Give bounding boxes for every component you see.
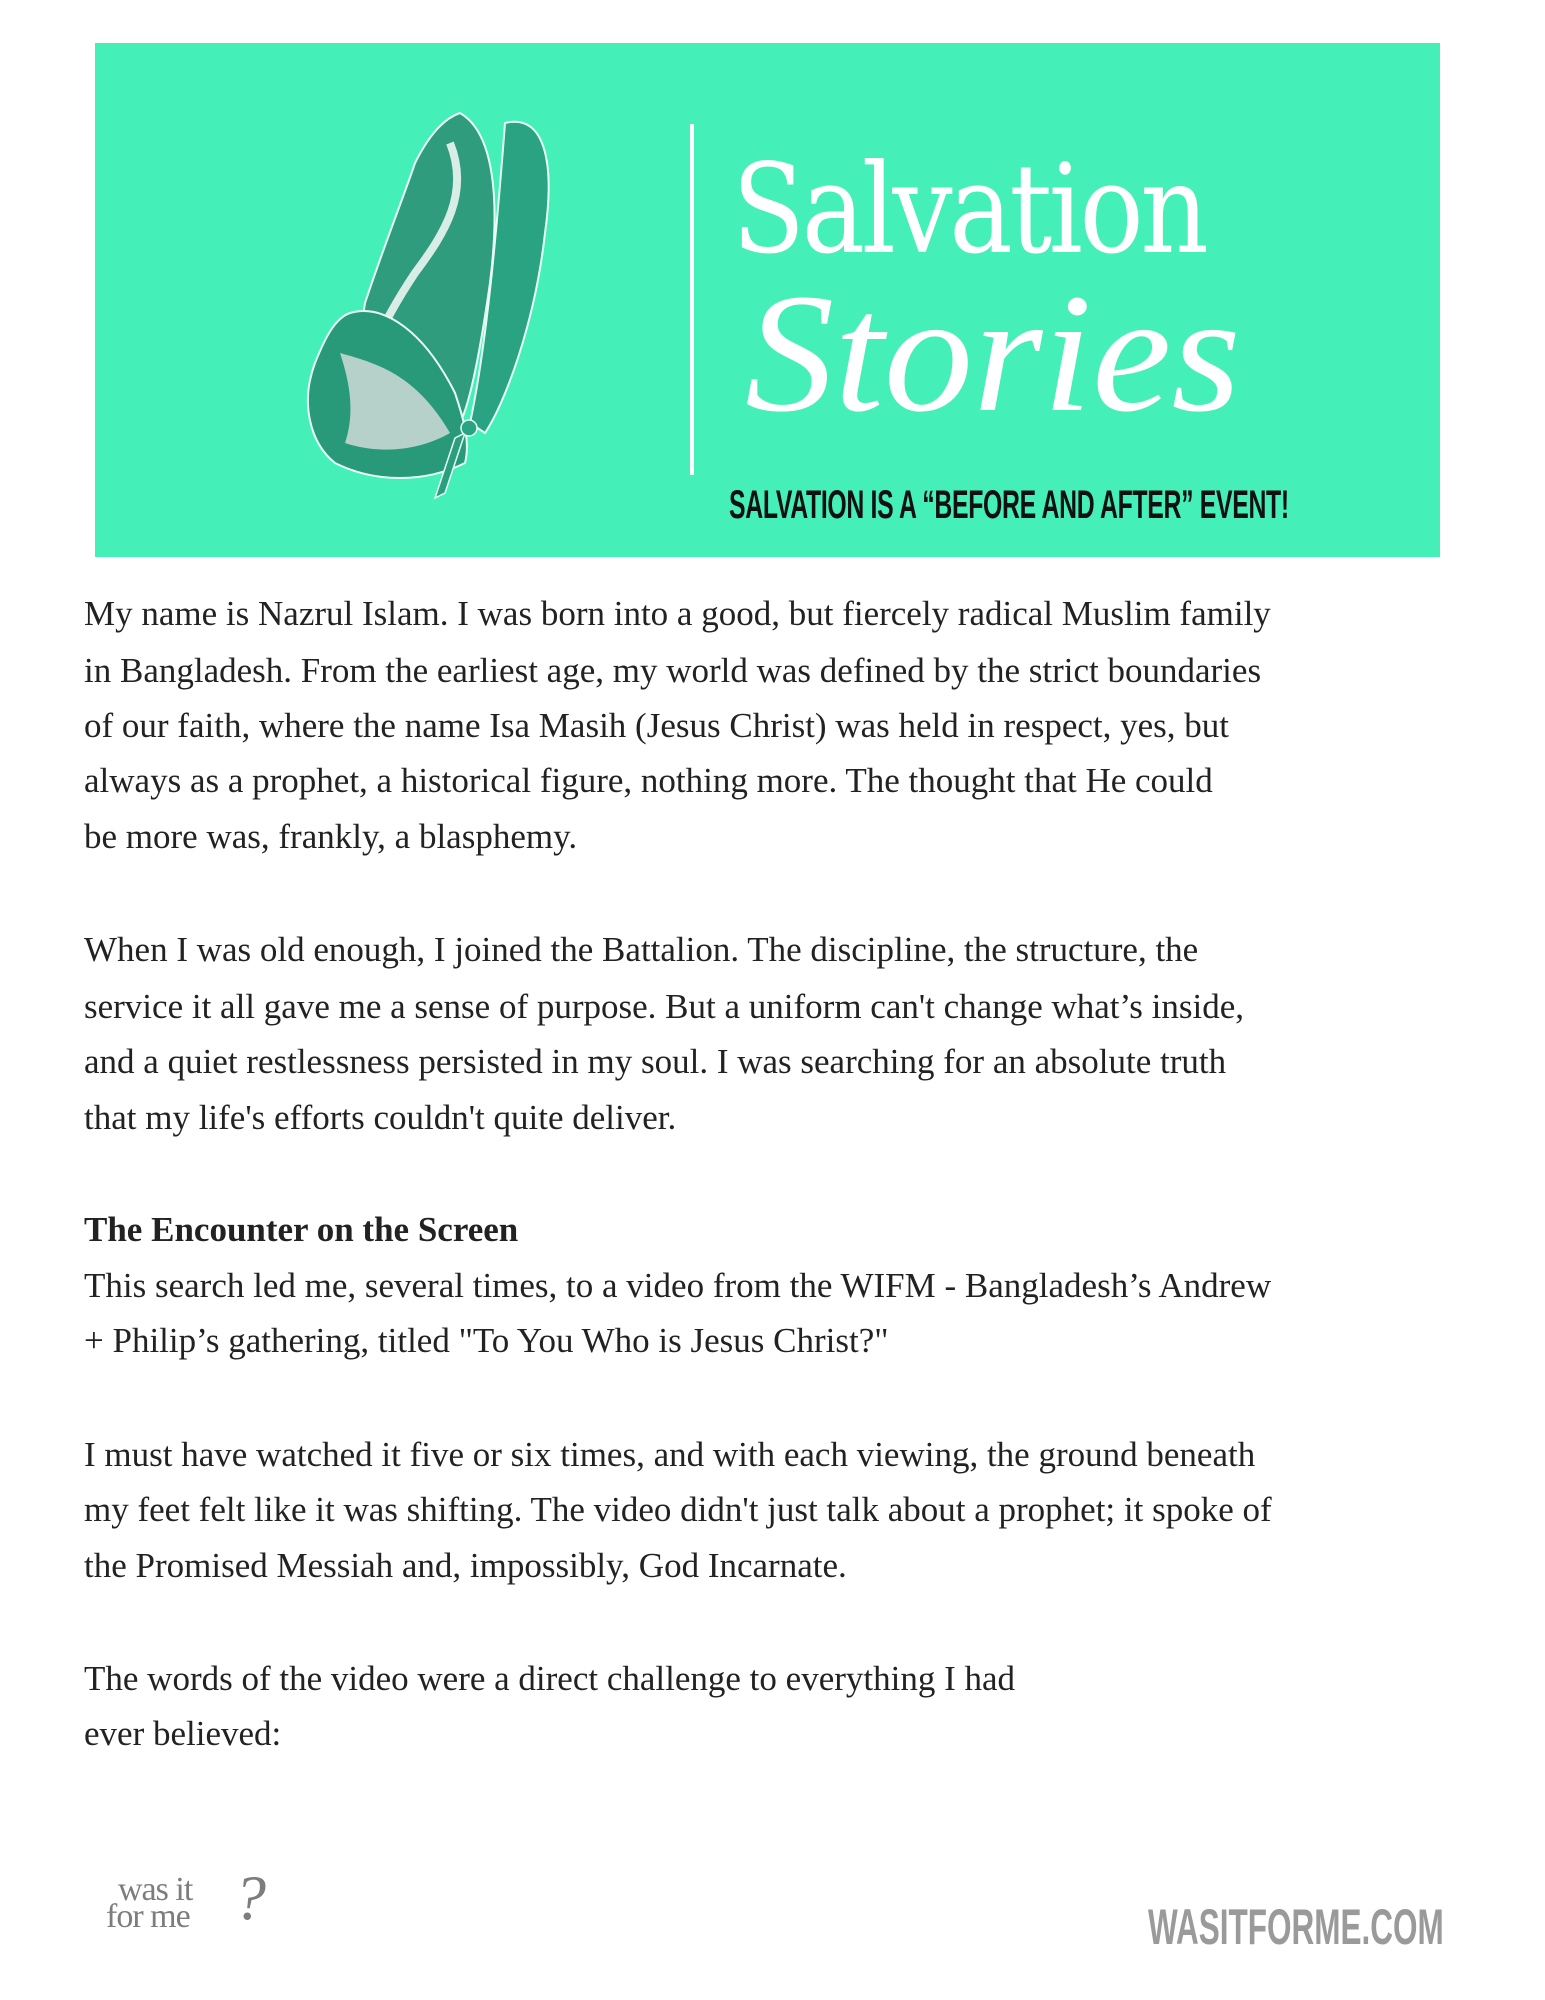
body-line: and a quiet restlessness persisted in my soul. I was searching for an absolute truth — [84, 1042, 1227, 1081]
butterfly-icon — [255, 103, 575, 523]
was-it-for-me-logo — [106, 1862, 266, 1936]
banner-tagline: SALVATION IS A “BEFORE AND AFTER” EVENT! — [729, 483, 1289, 527]
divider-line — [690, 124, 694, 475]
body-line: of our faith, where the name Isa Masih (Jesus Christ) was held in respect, yes, but — [84, 706, 1229, 745]
body-line: the Promised Messiah and, impossibly, God Incarnate. — [84, 1546, 847, 1585]
body-line: always as a prophet, a historical figure, nothing more. The thought that He could — [84, 761, 1213, 800]
body-line: that my life's efforts couldn't quite deliver. — [84, 1098, 677, 1137]
section-heading: The Encounter on the Screen — [84, 1210, 519, 1249]
body-line: my feet felt like it was shifting. The video didn't just talk about a prophet; it spoke of — [84, 1490, 1272, 1529]
body-line: The words of the video were a direct challenge to everything I had — [84, 1659, 1016, 1698]
body-line: be more was, frankly, a blasphemy. — [84, 817, 578, 856]
header-banner — [95, 43, 1440, 557]
banner-title: Salvation — [732, 138, 1206, 282]
website-link[interactable]: WASITFORME.COM — [1148, 1899, 1444, 1955]
question-mark-icon: ? — [234, 1862, 266, 1933]
body-line: in Bangladesh. From the earliest age, my world was defined by the strict boundaries — [84, 651, 1262, 690]
body-line: My name is Nazrul Islam. I was born into a good, but fiercely radical Muslim family — [84, 594, 1271, 633]
body-line: I must have watched it five or six times, and with each viewing, the ground beneath — [84, 1435, 1256, 1474]
banner-subtitle-script: Stories — [745, 259, 1241, 447]
body-line: When I was old enough, I joined the Battalion. The discipline, the structure, the — [84, 930, 1199, 969]
body-line: This search led me, several times, to a video from the WIFM - Bangladesh’s Andrew — [84, 1266, 1272, 1305]
logo-line1: was it — [118, 1871, 193, 1908]
body-line: ever believed: — [84, 1714, 282, 1753]
logo-line2: for me — [106, 1898, 190, 1936]
body-line: + Philip’s gathering, titled "To You Who is Jesus Christ?" — [84, 1321, 889, 1360]
body-line: service it all gave me a sense of purpose. But a uniform can't change what’s inside, — [84, 987, 1244, 1026]
